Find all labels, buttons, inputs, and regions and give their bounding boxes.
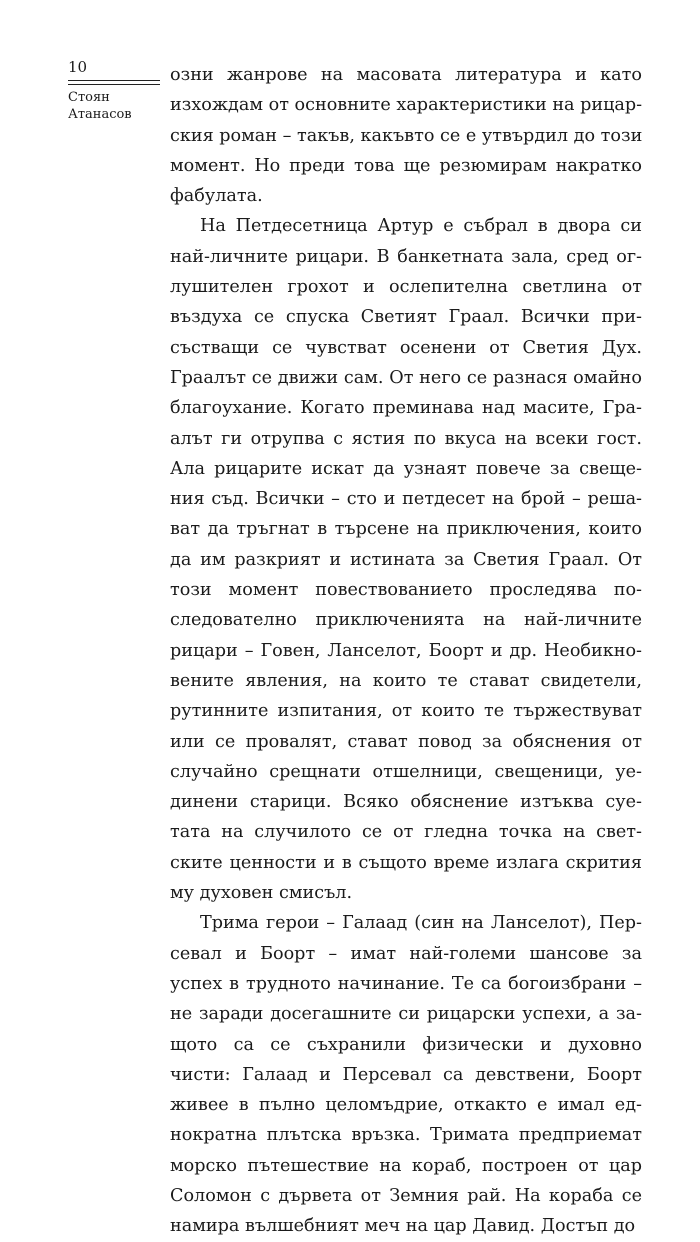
text-line: морско пътешествие на кораб, построен от цар — [170, 1155, 642, 1176]
text-line: случайно срещнати отшелници, свещеници, уе- — [170, 761, 642, 782]
text-line: чисти: Галаад и Персевал са девствени, Боорт — [170, 1064, 642, 1085]
text-line: изхождам от основните характеристики на рицар- — [170, 95, 643, 116]
text-line: динени старици. Всяко обяснение изтъква суе- — [170, 792, 642, 813]
text-line: момент. Но преди това ще резюмирам накратко — [170, 155, 642, 176]
text-line: фабулата. — [170, 186, 263, 207]
margin-header — [68, 58, 160, 123]
text-line: благоухание. Когато преминава над масите, Гра- — [170, 398, 642, 419]
header-rule — [68, 84, 160, 85]
page-number: 10 — [68, 58, 160, 81]
text-line: рицари – Говен, Ланселот, Боорт и др. Необикно- — [170, 640, 642, 661]
text-line: тата на случилото се от гледна точка на свет- — [170, 822, 642, 843]
body-text — [170, 60, 642, 1242]
text-line: ските ценности и в същото време излага скрития — [170, 852, 642, 873]
text-line: да им разкрият и истината за Светия Граал. От — [170, 549, 642, 570]
paragraph — [170, 60, 642, 211]
text-line: този момент повествованието проследява по- — [170, 580, 642, 601]
text-line: На Петдесетница Артур е събрал в двора си — [200, 216, 642, 237]
text-line: живее в пълно целомъдрие, откакто е имал ед- — [170, 1095, 642, 1116]
text-line: нократна плътска връзка. Тримата предприемат — [170, 1125, 642, 1146]
text-line: успех в трудното начинание. Те са богоизбрани – — [170, 973, 642, 994]
text-line: лушителен грохот и ослепителна светлина от — [170, 277, 642, 298]
text-line: намира вълшебният меч на цар Давид. Достъп до — [170, 1216, 636, 1237]
text-line: щото са се съхранили физически и духовно — [170, 1034, 642, 1055]
text-line: Трима герои – Галаад (син на Ланселот), Пер- — [200, 913, 642, 934]
author-last-name: Атанасов — [68, 107, 132, 122]
text-line: озни жанрове на масовата литература и като — [170, 65, 642, 85]
text-line: или се провалят, стават повод за обяснения от — [170, 731, 642, 752]
text-line: следователно приключенията на най-личните — [170, 610, 642, 631]
author-first-name: Стоян — [68, 90, 110, 105]
text-line: състващи се чувстват осенени от Светия Дух. — [170, 337, 642, 358]
text-line: ния съд. Всички – сто и петдесет на брой – реша- — [170, 489, 642, 510]
text-line: не заради досегашните си рицарски успехи, а за- — [170, 1004, 642, 1025]
text-line: севал и Боорт – имат най-големи шансове за — [170, 943, 642, 964]
text-line: ския роман – такъв, какъвто се е утвърдил до този — [170, 125, 643, 146]
text-line: ват да тръгнат в търсене на приключения, които — [170, 519, 642, 540]
text-line: Соломон с дървета от Земния рай. На кораба се — [170, 1185, 642, 1206]
text-line: вените явления, на които те стават свидетели, — [170, 670, 642, 691]
text-line: рутинните изпитания, от които те тържествуват — [170, 701, 642, 722]
paragraph — [170, 211, 642, 908]
text-line: му духовен смисъл. — [170, 883, 353, 904]
text-line: Ала рицарите искат да узнаят повече за свеще- — [170, 458, 642, 479]
text-line: най-личните рицари. В банкетната зала, сред ог- — [170, 246, 642, 267]
text-line: въздуха се спуска Светият Граал. Всички при- — [170, 307, 642, 328]
text-line: алът ги отрупва с ястия по вкуса на всеки гост. — [170, 428, 642, 449]
text-line: Граалът се движи сам. От него се разнася омайно — [170, 367, 642, 388]
